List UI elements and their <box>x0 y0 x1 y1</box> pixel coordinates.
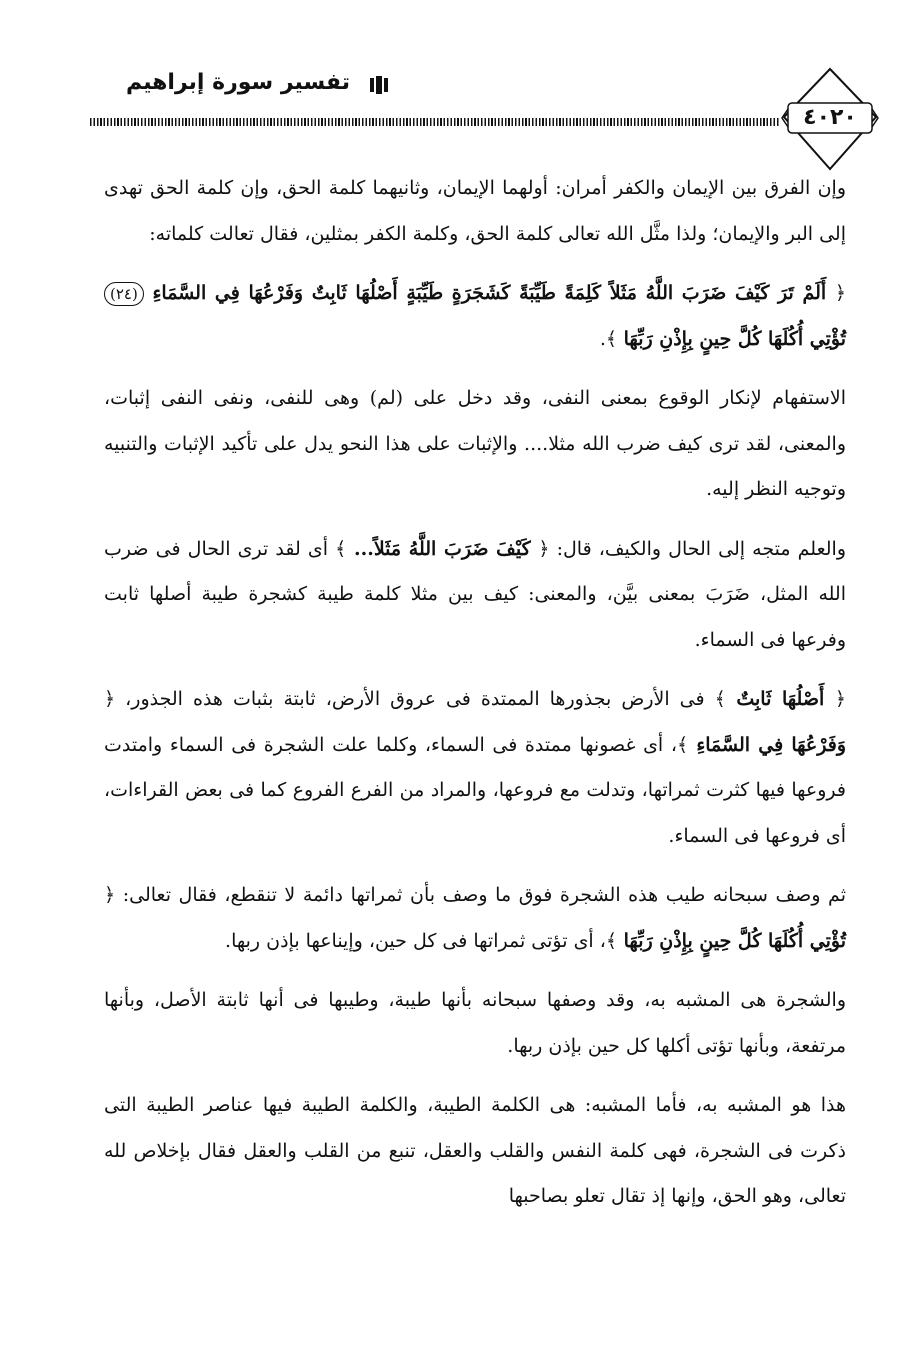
verse-bracket: ﴾ <box>714 688 726 710</box>
paragraph <box>104 527 846 664</box>
paragraph-text: فى الأرض بجذورها الممتدة فى عروق الأرض، ثابتة بثبات هذه الجذور، <box>115 688 715 710</box>
paragraph <box>104 376 846 513</box>
paragraph-text: ، أى غصونها ممتدة فى السماء، وكلما علت الشجرة فى السماء وامتدت فروعها فيها كثرت ثمراتها، وتدلت مع فروعها، والمراد من الفرع الفروع كما فى بعض القراءات، أى فروعها فى السماء. <box>104 733 846 847</box>
quran-verse: تُؤْتِي أُكُلَهَا كُلَّ حِينٍ بِإِذْنِ رَبِّهَا <box>617 929 846 952</box>
paragraph-text: والشجرة هى المشبه به، وقد وصفها سبحانه بأنها طيبة، وطيبها فى أنها ثابتة الأصل، وبأنها مرتفعة، وبأنها تؤتى أكلها كل حين بإذن ربها. <box>104 989 846 1057</box>
running-title: تفسير سورة إبراهيم <box>125 70 350 95</box>
paragraph <box>104 978 846 1069</box>
paragraph <box>104 677 846 859</box>
ayah-number: (٢٤) <box>104 282 144 306</box>
paragraph <box>104 271 846 362</box>
quran-verse: تُؤْتِي أُكُلَهَا كُلَّ حِينٍ بِإِذْنِ رَبِّهَا <box>617 327 846 350</box>
paragraph <box>104 166 846 257</box>
body-text <box>104 166 846 1234</box>
quran-verse: كَيْفَ ضَرَبَ اللَّهُ مَثَلاً... <box>346 537 539 560</box>
verse-bracket: ﴾ <box>605 929 618 952</box>
paragraph-text: أى لقد ترى الحال فى ضرب الله المثل، ضَرَبَ بمعنى بيَّن، والمعنى: كيف بين مثلا كلمة طيبة كشجرة طيبة أصلها ثابت وفرعها فى السماء. <box>104 537 846 651</box>
quran-verse: وَفَرْعُهَا فِي السَّمَاءِ <box>688 733 846 756</box>
paragraph <box>104 1083 846 1220</box>
paragraph-text: وإن الفرق بين الإيمان والكفر أمران: أولهما الإيمان، وثانيهما كلمة الحق، وإن كلمة الحق تهدى إلى البر والإيمان؛ ولذا مثَّل الله تعالى كلمة الحق، وكلمة الكفر بمثلين، فقال تعالت كلماته: <box>104 177 846 245</box>
paragraph-text: هذا هو المشبه به، فأما المشبه: هى الكلمة الطيبة، والكلمة الطيبة فيها عناصر الطيبة التى ذكرت فى الشجرة، فهى كلمة النفس والقلب والعقل، تنبع من القلب والعقل فقال بإخلاص لله تعالى، وهو الحق، وإنها إذ تقال تعلو بصاحبها <box>104 1094 846 1207</box>
paragraph-text: الاستفهام لإنكار الوقوع بمعنى النفى، وقد دخل على (لم) وهى للنفى، ونفى النفى إثبات، والمعنى، لقد ترى كيف ضرب الله مثلا.... والإثبات على هذا النحو يدل على تأكيد الإثبات والتنبيه وتوجيه النظر إليه. <box>104 387 846 500</box>
title-ornament-icon <box>368 74 390 96</box>
verse-bracket: ﴿ <box>834 282 846 304</box>
paragraph-text: والعلم متجه إلى الحال والكيف، قال: <box>549 537 846 560</box>
paragraph-text: ثم وصف سبحانه طيب هذه الشجرة فوق ما وصف بأن ثمراتها دائمة لا تنقطع، فقال تعالى: <box>115 884 846 906</box>
page-header <box>90 60 890 180</box>
quran-verse: أَلَمْ تَرَ كَيْفَ ضَرَبَ اللَّهُ مَثَلاً كَلِمَةً طَيِّبَةً كَشَجَرَةٍ طَيِّبَةٍ أَصْلُهَا ثَابِتٌ وَفَرْعُهَا فِي السَّمَاءِ <box>143 282 835 304</box>
verse-bracket: ﴿ <box>538 537 550 560</box>
paragraph-text: . <box>599 327 606 350</box>
verse-bracket: ﴾ <box>605 327 618 350</box>
verse-bracket: ﴾ <box>335 537 347 560</box>
verse-bracket: ﴿ <box>834 688 846 710</box>
verse-bracket: ﴾ <box>676 733 689 756</box>
verse-bracket: ﴿ <box>104 884 116 906</box>
header-rule <box>90 118 780 126</box>
page-number: ٤٠٢٠ <box>803 105 857 130</box>
verse-bracket: ﴿ <box>104 688 116 710</box>
paragraph <box>104 873 846 964</box>
paragraph-text: ، أى تؤتى ثمراتها فى كل حين، وإيناعها بإذن ربها. <box>225 929 606 952</box>
quran-verse: أَصْلُهَا ثَابِتٌ <box>725 688 835 710</box>
page-number-badge <box>780 65 880 175</box>
